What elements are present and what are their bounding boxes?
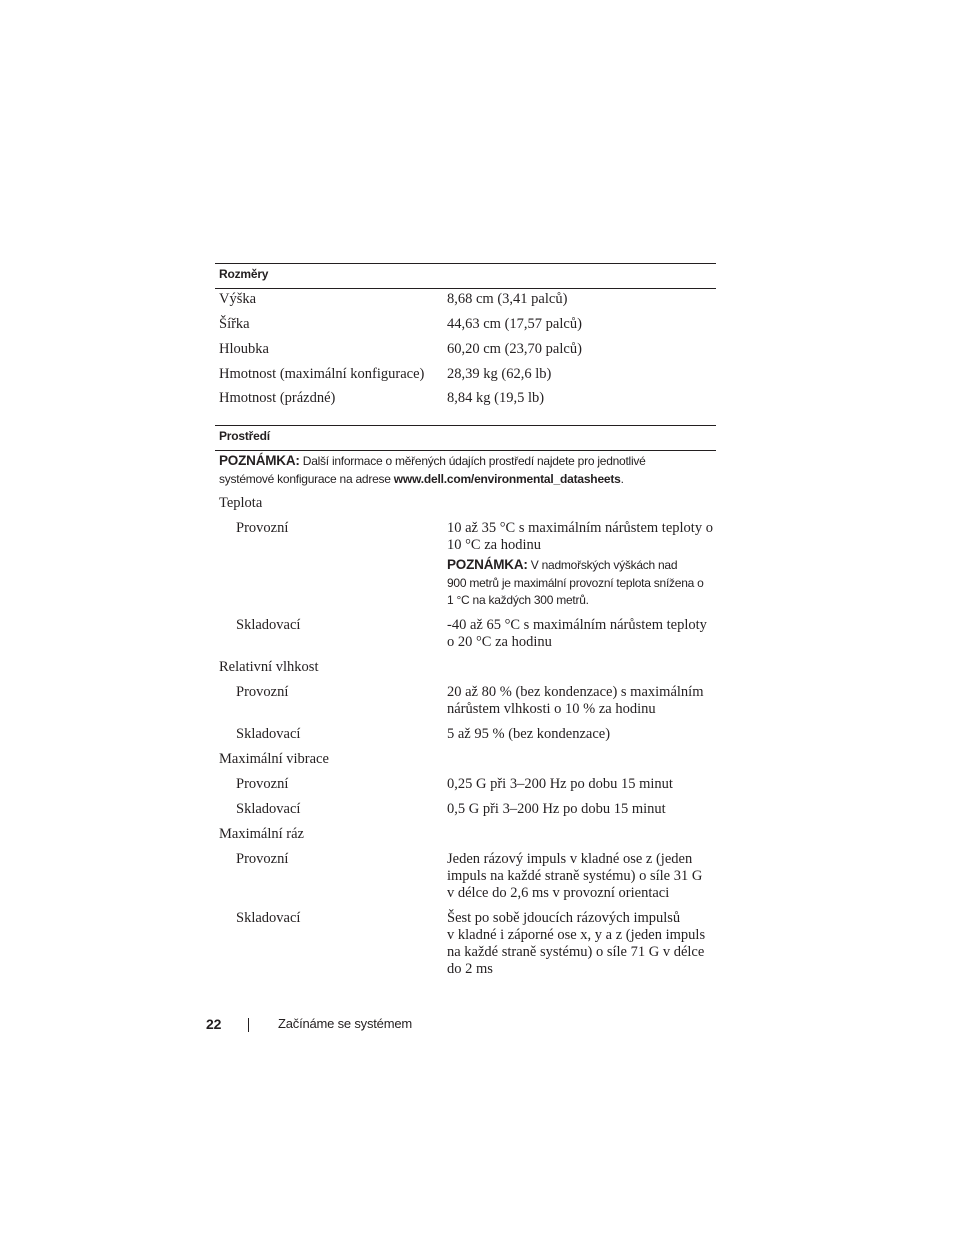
value-line: -40 až 65 °C s maximálním nárůstem teploty <box>447 617 707 633</box>
shock-operating-label: Provozní <box>236 851 289 867</box>
temperature-storage-value <box>447 617 707 651</box>
dimensions-heading: Rozměry <box>219 267 269 281</box>
value-line: Jeden rázový impuls v kladné ose z (jeden <box>447 851 693 867</box>
shock-storage-value <box>447 910 705 978</box>
table-top-rule <box>215 263 716 264</box>
value-line: do 2 ms <box>447 961 493 977</box>
row-value-weight-max: 28,39 kg (62,6 lb) <box>447 366 552 382</box>
environment-heading: Prostředí <box>219 429 270 443</box>
value-line: impuls na každé straně systému) o síle 31 G <box>447 868 703 884</box>
humidity-label: Relativní vlhkost <box>219 659 319 675</box>
note-line <box>447 556 704 575</box>
row-label-weight-max: Hmotnost (maximální konfigurace) <box>219 366 425 382</box>
value-line: na každé straně systému) o síle 71 G v délce <box>447 944 705 960</box>
vibration-storage-value: 0,5 G při 3–200 Hz po dobu 15 minut <box>447 801 666 817</box>
temperature-label: Teplota <box>219 495 263 511</box>
heading-rule <box>215 450 716 451</box>
vibration-operating-value: 0,25 G při 3–200 Hz po dobu 15 minut <box>447 776 673 792</box>
value-line: o 20 °C za hodinu <box>447 634 552 650</box>
humidity-operating-value <box>447 684 703 718</box>
heading-rule <box>215 288 716 289</box>
note-line: 900 metrů je maximální provozní teplota snížena o <box>447 575 704 590</box>
row-label-width: Šířka <box>219 316 250 332</box>
section-rule <box>215 425 716 426</box>
vibration-storage-label: Skladovací <box>236 801 301 817</box>
note-line <box>219 452 646 471</box>
page-number: 22 <box>206 1016 222 1032</box>
note-line: 1 °C na každých 300 metrů. <box>447 593 589 607</box>
humidity-operating-label: Provozní <box>236 684 289 700</box>
value-line: nárůstem vlhkosti o 10 % za hodinu <box>447 701 656 717</box>
value-line: 10 °C za hodinu <box>447 537 541 553</box>
row-label-depth: Hloubka <box>219 341 269 357</box>
note-text: systémové konfigurace na adrese <box>219 471 394 486</box>
value-line: 20 až 80 % (bez kondenzace) s maximálním <box>447 684 704 700</box>
shock-label: Maximální ráz <box>219 826 304 842</box>
humidity-storage-label: Skladovací <box>236 726 301 742</box>
note-label: POZNÁMKA: <box>219 453 300 468</box>
row-label-weight-empty: Hmotnost (prázdné) <box>219 390 336 406</box>
vibration-operating-label: Provozní <box>236 776 289 792</box>
row-value-height: 8,68 cm (3,41 palců) <box>447 291 568 307</box>
environment-note <box>219 452 646 488</box>
row-value-weight-empty: 8,84 kg (19,5 lb) <box>447 390 545 406</box>
shock-storage-label: Skladovací <box>236 910 301 926</box>
temperature-operating-value <box>447 520 713 554</box>
row-label-height: Výška <box>219 291 257 307</box>
value-line: v délce do 2,6 ms v provozní orientaci <box>447 885 670 901</box>
temperature-storage-label: Skladovací <box>236 617 301 633</box>
humidity-storage-value: 5 až 95 % (bez kondenzace) <box>447 726 611 742</box>
temperature-operating-note <box>447 556 704 610</box>
note-text: Další informace o měřených údajích prostředí najdete pro jednotlivé <box>299 454 646 468</box>
value-line: 10 až 35 °C s maximálním nárůstem teploty o <box>447 520 713 536</box>
footer-separator <box>248 1018 249 1032</box>
note-link: www.dell.com/environmental_datasheets <box>393 471 621 486</box>
temperature-operating-label: Provozní <box>236 520 289 536</box>
value-line: Šest po sobě jdoucích rázových impulsů <box>447 910 681 926</box>
shock-operating-value <box>447 851 702 902</box>
note-label: POZNÁMKA: <box>447 557 528 572</box>
vibration-label: Maximální vibrace <box>219 751 329 767</box>
row-value-depth: 60,20 cm (23,70 palců) <box>447 341 582 357</box>
note-line <box>219 471 646 489</box>
note-text: . <box>620 471 624 486</box>
value-line: v kladné i záporné ose x, y a z (jeden impuls <box>447 927 706 943</box>
footer-title: Začínáme se systémem <box>278 1016 412 1031</box>
row-value-width: 44,63 cm (17,57 palců) <box>447 316 582 332</box>
note-text: V nadmořských výškách nad <box>527 558 678 572</box>
